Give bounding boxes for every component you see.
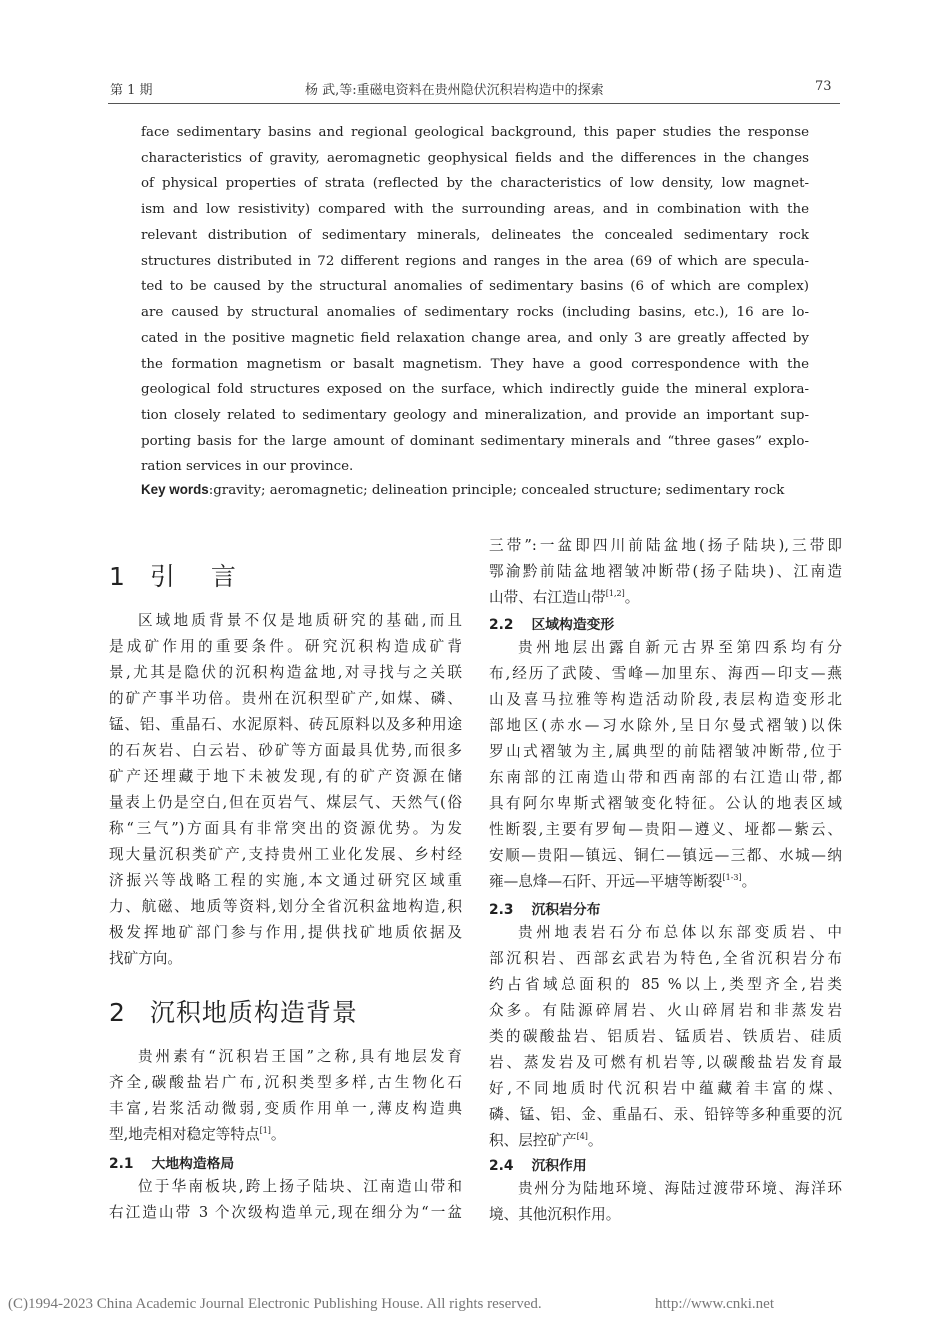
paragraph-line: 量表上仍是空白,但在页岩气、煤层气、天然气(俗 <box>109 794 462 811</box>
subsection-2-4-heading <box>489 1154 587 1174</box>
paragraph-line: 锰、铝、重晶石、水泥原料、砖瓦原料以及多种用途 <box>109 716 462 733</box>
page-number: 73 <box>815 79 832 94</box>
paragraph-line: 称“三气”)方面具有非常突出的资源优势。为发 <box>109 820 462 837</box>
paragraph-line: 区域地质背景不仅是地质研究的基础,而且 <box>138 612 462 629</box>
paragraph-line: 的石灰岩、白云岩、砂矿等方面最具优势,而很多 <box>109 742 462 759</box>
paragraph-line: 贵州地层出露自新元古界至第四系均有分 <box>518 639 842 656</box>
paragraph-line: 安顺—贵阳—镇远、铜仁—镇远—三都、水城—纳 <box>489 847 842 864</box>
citation: [1,2] <box>605 589 625 599</box>
copyright-notice: (C)1994-2023 China Academic Journal Electronic Publishing House. All rights reserved. <box>8 1296 542 1312</box>
section-1-title: 引 言 <box>149 562 250 591</box>
paragraph-line: 山及喜马拉雅等构造活动阶段,表层构造变形北 <box>489 691 842 708</box>
period: 。 <box>741 873 757 890</box>
header-rule <box>108 103 840 104</box>
subsection-2-1-heading <box>109 1152 234 1172</box>
paragraph-line: 丰富,岩浆活动微弱,变质作用单一,薄皮构造典 <box>109 1100 462 1117</box>
paragraph-line: 众多。有陆源碎屑岩、火山碎屑岩和非蒸发岩 <box>489 1002 842 1019</box>
subsection-number: 2.1 <box>109 1156 134 1172</box>
paragraph-line: 岩、蒸发岩及可燃有机岩等,以碳酸盐岩发育最 <box>489 1054 842 1071</box>
section-2-heading <box>109 993 358 1029</box>
keywords <box>141 482 784 498</box>
period: 。 <box>270 1126 286 1143</box>
abstract-line: ration services in our province. <box>141 459 354 474</box>
paragraph-line: 东南部的江南造山带和西南部的右江造山带,都 <box>489 769 842 786</box>
paragraph-line: 具有阿尔卑斯式褶皱变化特征。公认的地表区域 <box>489 795 842 812</box>
paragraph-line <box>109 1126 462 1144</box>
subsection-title: 区域构造变形 <box>531 617 615 633</box>
keywords-label: Key words <box>141 482 209 497</box>
keywords-text: :gravity; aeromagnetic; delineation principle; concealed structure; sedimentary rock <box>208 483 785 498</box>
paragraph-line: 贵州分为陆地环境、海陆过渡带环境、海洋环 <box>518 1180 842 1197</box>
paragraph-line <box>489 873 842 891</box>
abstract-line: of physical properties of strata (reflected by the characteristics of low density, low magnet- <box>141 176 809 191</box>
paragraph-line: 部沉积岩、西部玄武岩为特色,全省沉积岩分布 <box>489 950 842 967</box>
abstract-line: relevant distribution of sedimentary minerals, delineates the concealed sedimentary rock <box>141 228 809 243</box>
period: 。 <box>587 1132 603 1149</box>
paragraph-line: 右江造山带 3 个次级构造单元,现在细分为“一盆 <box>109 1204 462 1221</box>
paragraph-line: 布,经历了武陵、雪峰—加里东、海西—印支—燕 <box>489 665 842 682</box>
section-1-heading <box>109 557 250 593</box>
period: 。 <box>624 589 640 606</box>
paragraph-line: 贵州素有“沉积岩王国”之称,具有地层发育 <box>138 1048 462 1065</box>
paragraph-line: 的矿产事半功倍。贵州在沉积型矿产,如煤、磷、 <box>109 690 462 707</box>
subsection-title: 沉积岩分布 <box>531 902 601 918</box>
subsection-2-3-heading <box>489 898 600 918</box>
section-1-number: 1 <box>109 562 126 591</box>
paragraph-line: 位于华南板块,跨上扬子陆块、江南造山带和 <box>138 1178 462 1195</box>
abstract-line: porting basis for the large amount of dominant sedimentary minerals and “three gases” explo- <box>141 434 809 449</box>
section-2-title: 沉积地质构造背景 <box>149 998 358 1027</box>
paragraph-line: 磷、锰、铝、金、重晶石、汞、铅锌等多种重要的沉 <box>489 1106 842 1123</box>
citation: [1] <box>259 1126 271 1136</box>
subsection-title: 大地构造格局 <box>151 1156 235 1172</box>
citation: [4] <box>576 1132 588 1142</box>
paragraph-line: 境、其他沉积作用。 <box>489 1206 621 1223</box>
paragraph-line: 景,尤其是隐伏的沉积构造盆地,对寻找与之关联 <box>109 664 462 681</box>
paragraph-line-text: 积、层控矿产 <box>489 1132 577 1149</box>
paragraph-line-text: 山带、右江造山带 <box>489 589 606 606</box>
paragraph-line: 济振兴等战略工程的实施,本文通过研究区域重 <box>109 872 462 889</box>
paragraph-line: 约占省域总面积的 85 %以上,类型齐全,岩类 <box>489 976 842 993</box>
paragraph-line: 矿产还埋藏于地下未被发现,有的矿产资源在储 <box>109 768 462 785</box>
abstract-line: are caused by structural anomalies of sedimentary rocks (including basins, etc.), 16 are lo- <box>141 305 809 320</box>
abstract-line: cated in the positive magnetic field relaxation change area, and only 3 are greatly affected by <box>141 331 809 346</box>
paragraph-line: 好,不同地质时代沉积岩中蕴藏着丰富的煤、 <box>489 1080 842 1097</box>
subsection-number: 2.3 <box>489 902 514 918</box>
running-title: 杨 武,等:重磁电资料在贵州隐伏沉积岩构造中的探索 <box>305 83 604 98</box>
abstract-line: the formation magnetism or basalt magnetism. They have a good correspondence with the <box>141 357 809 372</box>
paragraph-line: 鄂渝黔前陆盆地褶皱冲断带(扬子陆块)、江南造 <box>489 563 842 580</box>
subsection-number: 2.2 <box>489 617 514 633</box>
citation: [1-3] <box>722 873 742 883</box>
paragraph-line <box>489 589 842 607</box>
paragraph-line-text: 雍—息烽—石阡、开远—平塘等断裂 <box>489 873 723 890</box>
paragraph-line: 罗山式褶皱为主,属典型的前陆褶皱冲断带,位于 <box>489 743 842 760</box>
paragraph-line <box>489 1132 842 1150</box>
abstract-line: ism and low resistivity) compared with the surrounding areas, and in combination with the <box>141 202 809 217</box>
abstract-line: tion closely related to sedimentary geology and mineralization, and provide an important sup- <box>141 408 809 423</box>
abstract-line: ted to be caused by the structural anomalies of sedimentary basins (6 of which are complex) <box>141 279 809 294</box>
paragraph-line: 找矿方向。 <box>109 950 182 967</box>
paragraph-line: 性断裂,主要有罗甸—贵阳—遵义、垭都—紫云、 <box>489 821 842 838</box>
abstract-line: geological fold structures exposed on the surface, which indirectly guide the mineral explora- <box>141 382 809 397</box>
issue-label: 第 1 期 <box>110 83 153 98</box>
subsection-2-2-heading <box>489 613 614 633</box>
paragraph-line: 贵州地表岩石分布总体以东部变质岩、中 <box>518 924 842 941</box>
cnki-link[interactable]: http://www.cnki.net <box>655 1296 775 1312</box>
paragraph-line: 力、航磁、地质等资料,划分全省沉积盆地构造,积 <box>109 898 462 915</box>
paragraph-line: 类的碳酸盐岩、铝质岩、锰质岩、铁质岩、硅质 <box>489 1028 842 1045</box>
paragraph-line-text: 型,地壳相对稳定等特点 <box>109 1126 260 1143</box>
abstract-line: structures distributed in 72 different regions and ranges in the area (69 of which are specula- <box>141 254 809 269</box>
subsection-number: 2.4 <box>489 1158 514 1174</box>
paragraph-line: 现大量沉积类矿产,支持贵州工业化发展、乡村经 <box>109 846 462 863</box>
paragraph-line: 三带”:一盆即四川前陆盆地(扬子陆块),三带即 <box>489 537 842 554</box>
paragraph-line: 是成矿作用的重要条件。研究沉积构造成矿背 <box>109 638 462 655</box>
subsection-title: 沉积作用 <box>531 1158 587 1174</box>
section-2-number: 2 <box>109 998 126 1027</box>
paragraph-line: 极发挥地矿部门参与作用,提供找矿地质依据及 <box>109 924 462 941</box>
abstract-line: characteristics of gravity, aeromagnetic geophysical fields and the differences in the changes <box>141 151 809 166</box>
abstract-line: face sedimentary basins and regional geological background, this paper studies the response <box>141 125 809 140</box>
paragraph-line: 部地区(赤水—习水除外,呈日尔曼式褶皱)以侏 <box>489 717 842 734</box>
paragraph-line: 齐全,碳酸盐岩广布,沉积类型多样,古生物化石 <box>109 1074 462 1091</box>
